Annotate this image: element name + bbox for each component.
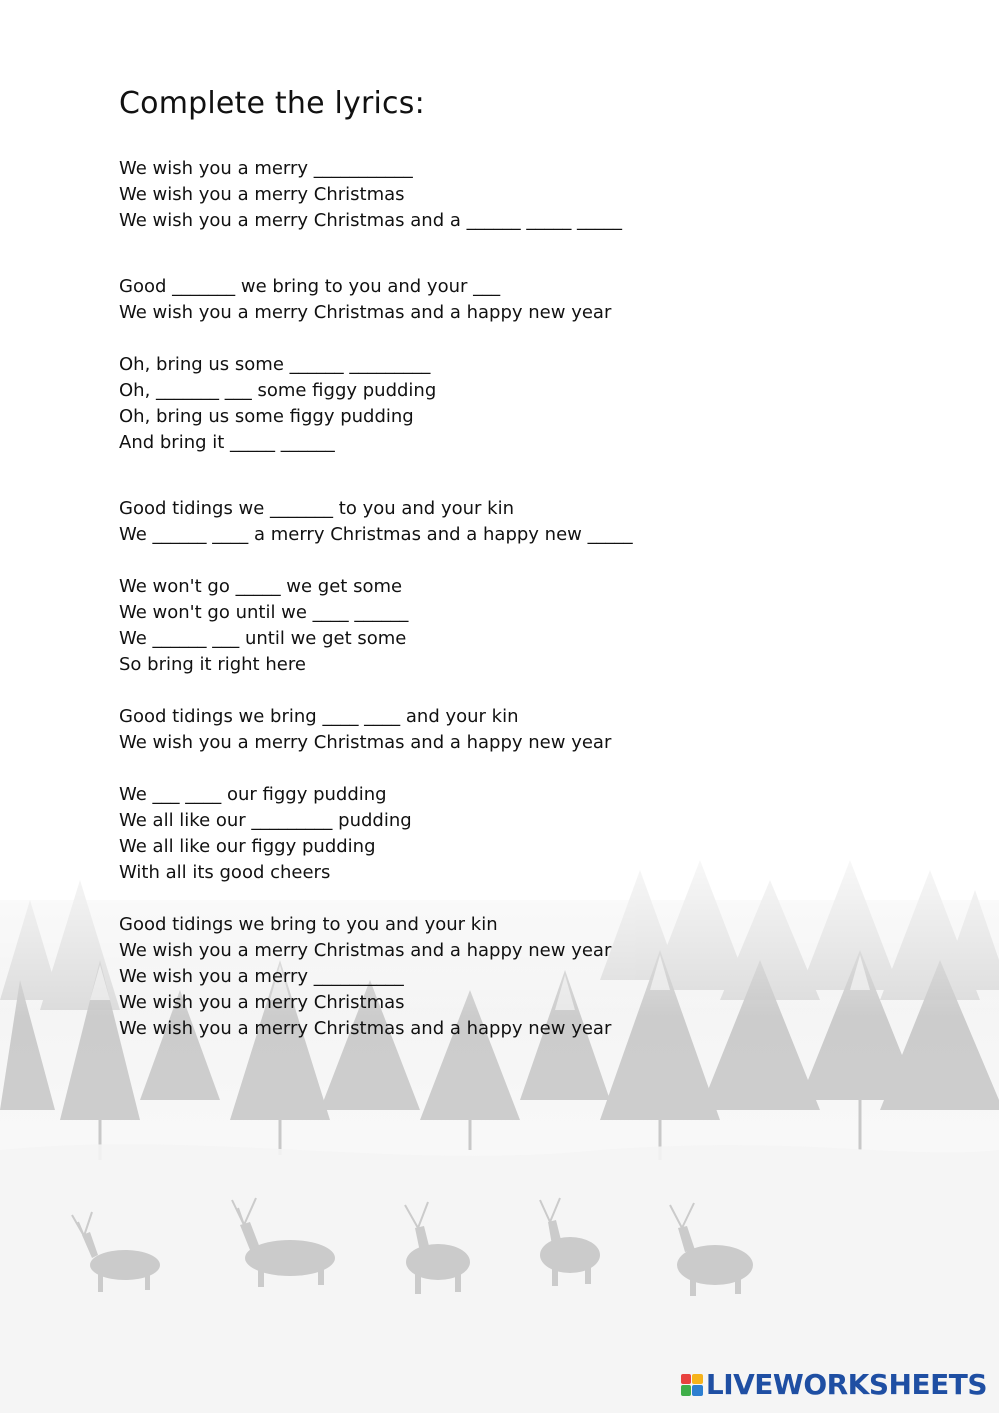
stanza: [119, 782, 879, 886]
lyric-line: Oh, _______ ___ some figgy pudding: [119, 380, 437, 401]
lyric-line: We wish you a merry Christmas and a ______ _____ _____: [119, 210, 623, 231]
worksheet-content: [119, 78, 879, 1042]
lyric-line: We won't go _____ we get some: [119, 576, 403, 597]
stanza: [119, 704, 879, 756]
lyric-line: Good tidings we bring ____ ____ and your kin: [119, 706, 519, 727]
logo-mark-icon: [681, 1374, 703, 1396]
lyric-line: And bring it _____ ______: [119, 432, 335, 453]
lyric-line: We wish you a merry Christmas and a happy new year: [119, 1018, 612, 1039]
lyric-line: We wish you a merry __________: [119, 966, 404, 987]
lyrics-stanzas: [119, 156, 879, 1042]
lyric-line: We ___ ____ our figgy pudding: [119, 784, 387, 805]
lyric-line: With all its good cheers: [119, 862, 331, 883]
lyric-line: Oh, bring us some ______ _________: [119, 354, 431, 375]
lyric-line: We wish you a merry ___________: [119, 158, 413, 179]
lyric-line: We all like our _________ pudding: [119, 810, 412, 831]
logo-text: LIVEWORKSHEETS: [705, 1368, 987, 1401]
lyric-line: Good _______ we bring to you and your ___: [119, 276, 501, 297]
stanza: [119, 912, 879, 1042]
lyric-line: We wish you a merry Christmas: [119, 184, 405, 205]
lyric-line: So bring it right here: [119, 654, 306, 675]
stanza: [119, 496, 879, 548]
lyric-line: We wish you a merry Christmas and a happy new year: [119, 940, 612, 961]
stanza: [119, 352, 879, 456]
lyric-line: We all like our figgy pudding: [119, 836, 376, 857]
lyric-line: Oh, bring us some figgy pudding: [119, 406, 414, 427]
lyric-line: We won't go until we ____ ______: [119, 602, 409, 623]
lyric-line: Good tidings we bring to you and your kin: [119, 914, 498, 935]
lyric-line: Good tidings we _______ to you and your kin: [119, 498, 514, 519]
stanza: [119, 574, 879, 678]
stanza: [119, 274, 879, 326]
liveworksheets-logo: [681, 1368, 987, 1401]
lyric-line: We wish you a merry Christmas and a happy new year: [119, 732, 612, 753]
page-title: Complete the lyrics:: [119, 86, 425, 121]
lyric-line: We ______ ___ until we get some: [119, 628, 407, 649]
lyric-line: We wish you a merry Christmas and a happy new year: [119, 302, 612, 323]
stanza: [119, 156, 879, 234]
lyric-line: We wish you a merry Christmas: [119, 992, 405, 1013]
lyric-line: We ______ ____ a merry Christmas and a happy new _____: [119, 524, 633, 545]
